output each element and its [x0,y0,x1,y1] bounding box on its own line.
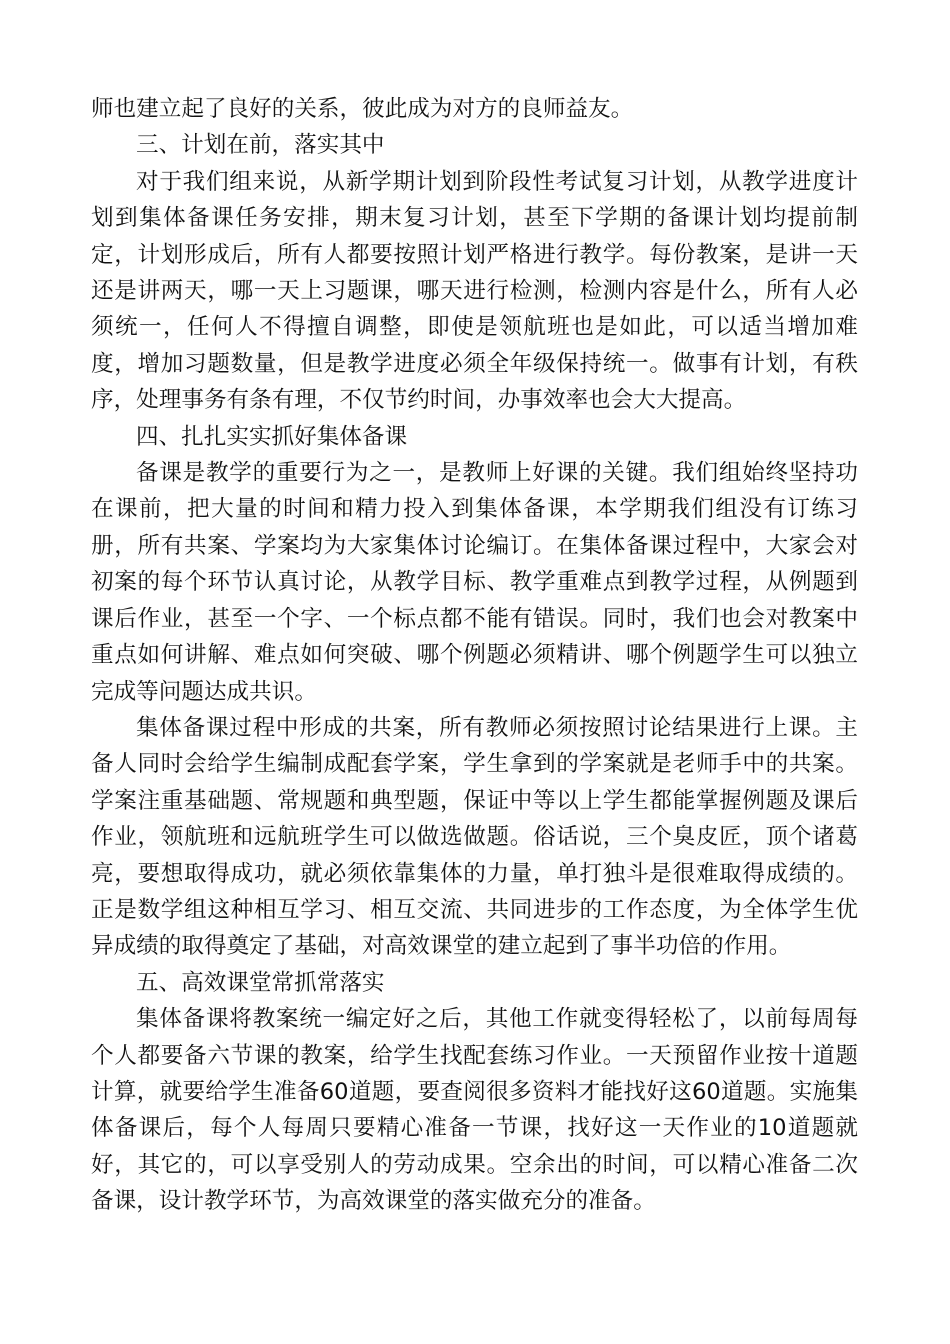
paragraph-planning: 对于我们组来说，从新学期计划到阶段性考试复习计划，从教学进度计划到集体备课任务安排，期末复习计划，甚至下学期的备课计划均提前制定，计划形成后，所有人都要按照计划严格进行教学。每份教案，是讲一天还是讲两天，哪一天上习题课，哪天进行检测，检测内容是什么，所有人必须统一，任何人不得擅自调整，即使是领航班也是如此，可以适当增加难度，增加习题数量，但是教学进度必须全年级保持统一。做事有计划，有秩序，处理事务有条有理，不仅节约时间，办事效率也会大大提高。 [91,168,858,414]
paragraph-lesson-prep: 备课是教学的重要行为之一，是教师上好课的关键。我们组始终坚持功在课前，把大量的时间和精力投入到集体备课，本学期我们组没有订练习册，所有共案、学案均为大家集体讨论编订。在集体备课过程中，大家会对初案的每个环节认真讨论，从教学目标、教学重难点到教学过程，从例题到课后作业，甚至一个字、一个标点都不能有错误。同时，我们也会对教案中重点如何讲解、难点如何突破、哪个例题必须精讲、哪个例题学生可以独立完成等问题达成共识。 [91,460,858,705]
document-page [91,91,858,1220]
section-heading-3: 三、计划在前，落实其中 [136,132,385,159]
section-heading-5: 五、高效课堂常抓常落实 [136,969,385,996]
section-heading-4: 四、扎扎实实抓好集体备课 [136,423,408,450]
paragraph-efficient-class: 集体备课将教案统一编定好之后，其他工作就变得轻松了，以前每周每个人都要备六节课的教案，给学生找配套练习作业。一天预留作业按十道题计算，就要给学生准备60道题，要查阅很多资料才能找好这60道题。实施集体备课后，每个人每周只要精心准备一节课，找好这一天作业的10道题就好，其它的，可以享受别人的劳动成果。空余出的时间，可以精心准备二次备课，设计教学环节，为高效课堂的落实做充分的准备。 [91,1006,858,1215]
paragraph-continuation: 师也建立起了良好的关系，彼此成为对方的良师益友。 [91,96,634,122]
paragraph-shared-plan: 集体备课过程中形成的共案，所有教师必须按照讨论结果进行上课。主备人同时会给学生编制成配套学案，学生拿到的学案就是老师手中的共案。学案注重基础题、常规题和典型题，保证中等以上学生都能掌握例题及课后作业，领航班和远航班学生可以做选做题。俗话说，三个臭皮匠，顶个诸葛亮，要想取得成功，就必须依靠集体的力量，单打独斗是很难取得成绩的。正是数学组这种相互学习、相互交流、共同进步的工作态度，为全体学生优异成绩的取得奠定了基础，对高效课堂的建立起到了事半功倍的作用。 [91,714,858,960]
